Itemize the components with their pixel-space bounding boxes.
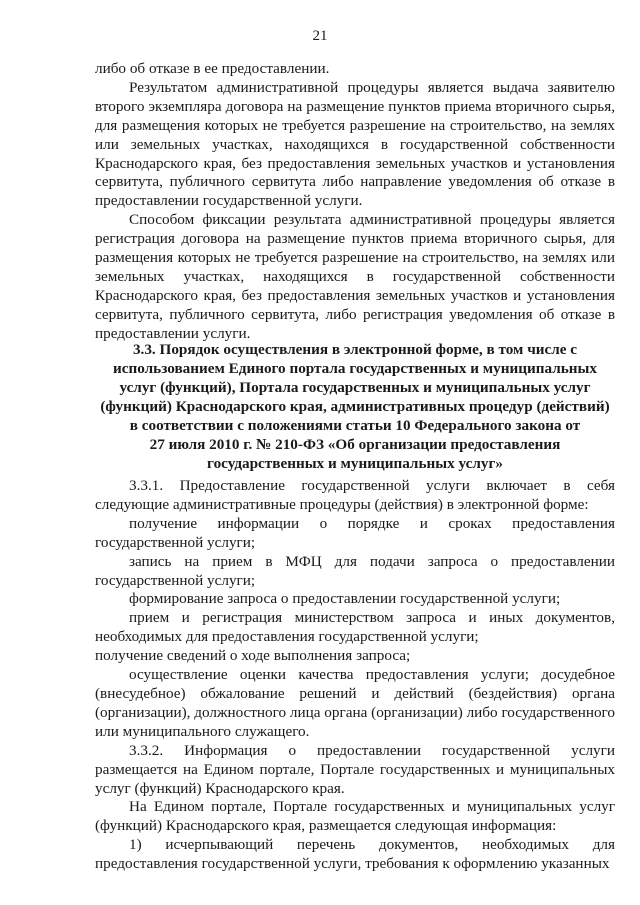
heading-line: в соответствии с положениями статьи 10 Федерального закона от — [129, 417, 581, 434]
paragraph: На Едином портале, Портале государственных и муниципальных услуг (функций) Краснодарского края, размещается следующая информация: — [95, 798, 615, 835]
heading-line: государственных и муниципальных услуг» — [207, 455, 503, 472]
list-item: получение информации о порядке и сроках предоставления государственной услуги; — [95, 514, 615, 551]
electronic-procedures-section — [95, 477, 615, 874]
list-item: прием и регистрация министерством запроса и иных документов, необходимых для предоставления государственной услуги; — [95, 609, 615, 646]
list-item: 1) исчерпывающий перечень документов, необходимых для предоставления государственной услуги, требования к оформлению указанных — [95, 836, 615, 873]
section-heading — [95, 340, 615, 473]
list-item: осуществление оценки качества предоставления услуги; досудебное (внесудебное) обжалование решений и действий (бездействия) органа (организации), должностного лица органа (организации) либо государственного или муниципального служащего. — [95, 666, 615, 740]
heading-line: 3.3. Порядок осуществления в электронной форме, в том числе с — [132, 341, 578, 358]
paragraph: 3.3.2. Информация о предоставлении государственной услуги размещается на Едином портале, Портале государственных и муниципальных услуг (функций) Краснодарского края. — [95, 741, 615, 797]
heading-line: использованием Единого портала государственных и муниципальных — [113, 360, 597, 377]
heading-line: (функций) Краснодарского края, административных процедур (действий) — [100, 398, 610, 415]
result-section — [95, 60, 615, 344]
heading-line: 27 июля 2010 г. № 210-ФЗ «Об организации предоставления — [149, 436, 561, 453]
list-item: формирование запроса о предоставлении государственной услуги; — [129, 590, 561, 608]
paragraph: либо об отказе в ее предоставлении. — [95, 60, 330, 77]
page-number: 21 — [312, 28, 328, 44]
heading-line: услуг (функций), Портала государственных и муниципальных услуг — [119, 379, 591, 396]
list-item: запись на прием в МФЦ для подачи запроса о предоставлении государственной услуги; — [95, 552, 615, 589]
paragraph: 3.3.1. Предоставление государственной услуги включает в себя следующие административные процедуры (действия) в электронной форме: — [95, 477, 615, 513]
list-item-continuation: получение сведений о ходе выполнения запроса; — [95, 647, 411, 665]
paragraph: Результатом административной процедуры является выдача заявителю второго экземпляра договора на размещение пунктов приема вторичного сырья, для размещения которых не требуется разрешение на строительство, на землях или земельных участках, находящихся в государственной собственности Краснодарского края, без предоставления земельных участков и установления сервитута, публичного сервитута либо направление уведомления об отказе в предоставлении государственной услуги. — [95, 78, 615, 210]
paragraph: Способом фиксации результата административной процедуры является регистрация договора на размещение пунктов приема вторичного сырья, для размещения которых не требуется разрешение на строительство, на землях или земельных участках, находящихся в государственной собственности Краснодарского края, без предоставления земельных участков и установления сервитута, публичного сервитута, либо регистрация уведомления об отказе в предоставлении услуги. — [95, 211, 615, 342]
